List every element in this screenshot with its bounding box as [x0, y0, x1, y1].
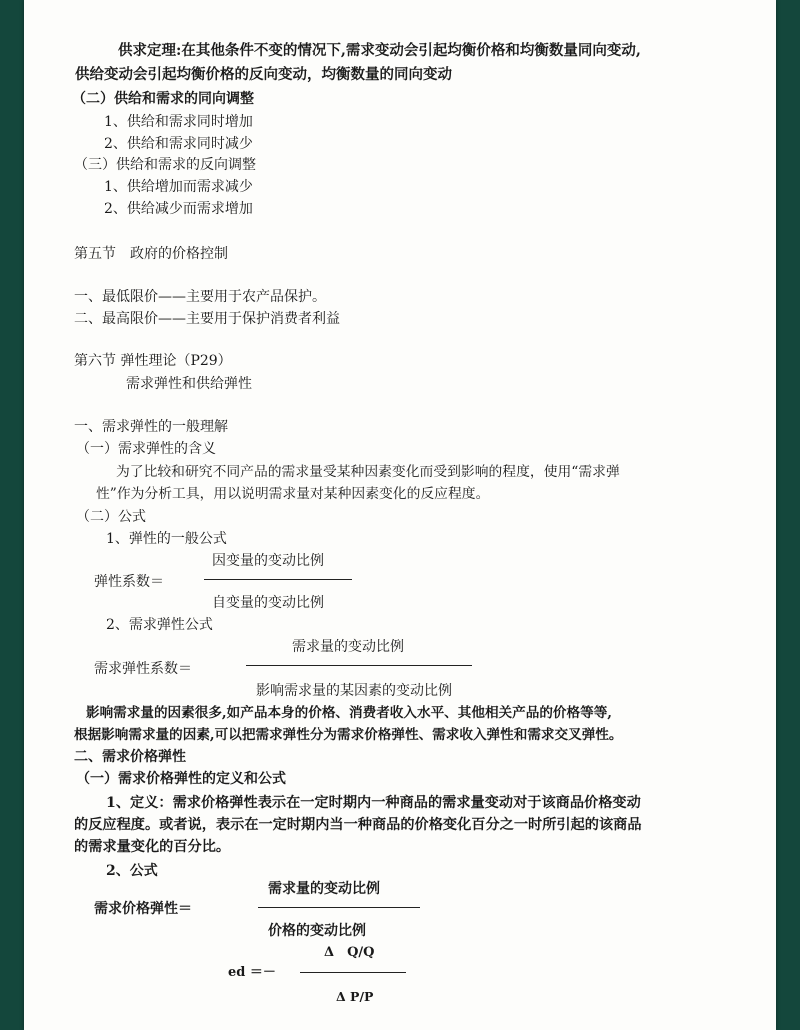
fraction-bar — [246, 665, 472, 666]
list-item: 2、供给减少而需求增加 — [104, 201, 253, 217]
section-heading: 二、需求价格弹性 — [74, 749, 186, 765]
formula-denominator: 自变量的变动比例 — [212, 595, 324, 611]
formula-denominator: 影响需求量的某因素的变动比例 — [256, 683, 452, 699]
fraction-bar — [258, 907, 420, 908]
formula-label: 需求价格弹性＝ — [94, 901, 192, 917]
paragraph-line: 性”作为分析工具，用以说明需求量对某种因素变化的反应程度。 — [96, 486, 490, 502]
list-item: 2、供给和需求同时减少 — [104, 136, 253, 152]
section-heading: （二）公式 — [76, 509, 146, 525]
formula-denominator: 价格的变动比例 — [268, 923, 366, 939]
list-item: 2、需求弹性公式 — [106, 617, 213, 633]
formula-label: 需求弹性系数＝ — [94, 661, 192, 677]
formula-numerator: 需求量的变动比例 — [292, 639, 404, 655]
list-item: 1、弹性的一般公式 — [106, 531, 227, 547]
list-item: 一、最低限价——主要用于农产品保护。 — [74, 289, 326, 305]
paragraph-line: 供求定理:在其他条件不变的情况下,需求变动会引起均衡价格和均衡数量同向变动, — [118, 42, 641, 59]
paragraph-line: 供给变动会引起均衡价格的反向变动，均衡数量的同向变动 — [75, 66, 452, 83]
paragraph-line: 的需求量变化的百分比。 — [74, 839, 231, 855]
formula-denominator: Δ P/P — [336, 989, 374, 1004]
list-item: 1、供给和需求同时增加 — [104, 114, 253, 130]
paragraph-line: 根据影响需求量的因素,可以把需求弹性分为需求价格弹性、需求收入弹性和需求交叉弹性。 — [74, 727, 623, 743]
paragraph-line: 1、定义：需求价格弹性表示在一定时期内一种商品的需求量变动对于该商品价格变动 — [106, 795, 641, 811]
section-heading: （三）供给和需求的反向调整 — [74, 157, 256, 173]
subtitle: 需求弹性和供给弹性 — [126, 376, 252, 392]
chapter-heading: 第六节 弹性理论（P29） — [74, 353, 232, 369]
paragraph-line: 为了比较和研究不同产品的需求量受某种因素变化而受到影响的程度，使用“需求弹 — [116, 464, 620, 480]
section-heading: （一）需求弹性的含义 — [76, 441, 216, 457]
section-heading: （一）需求价格弹性的定义和公式 — [76, 771, 286, 787]
formula-numerator: 因变量的变动比例 — [212, 553, 324, 569]
list-item: 1、供给增加而需求减少 — [104, 179, 253, 195]
section-heading: 一、需求弹性的一般理解 — [74, 419, 228, 435]
formula-numerator: 需求量的变动比例 — [268, 881, 380, 897]
paragraph-line: 的反应程度。或者说，表示在一定时期内当一种商品的价格变化百分之一时所引起的该商品 — [74, 817, 642, 833]
list-item: 2、公式 — [106, 863, 158, 879]
paragraph-line: 影响需求量的因素很多,如产品本身的价格、消费者收入水平、其他相关产品的价格等等, — [86, 705, 613, 721]
formula-label: 弹性系数＝ — [94, 574, 164, 590]
formula-label: ed ＝－ — [228, 965, 276, 980]
list-item: 二、最高限价——主要用于保护消费者利益 — [74, 311, 340, 327]
fraction-bar — [300, 972, 406, 973]
document-page — [24, 0, 776, 1030]
chapter-heading: 第五节 政府的价格控制 — [74, 246, 228, 262]
formula-numerator: Δ Q/Q — [324, 945, 375, 960]
fraction-bar — [204, 579, 352, 580]
section-heading: （二）供给和需求的同向调整 — [72, 91, 254, 107]
